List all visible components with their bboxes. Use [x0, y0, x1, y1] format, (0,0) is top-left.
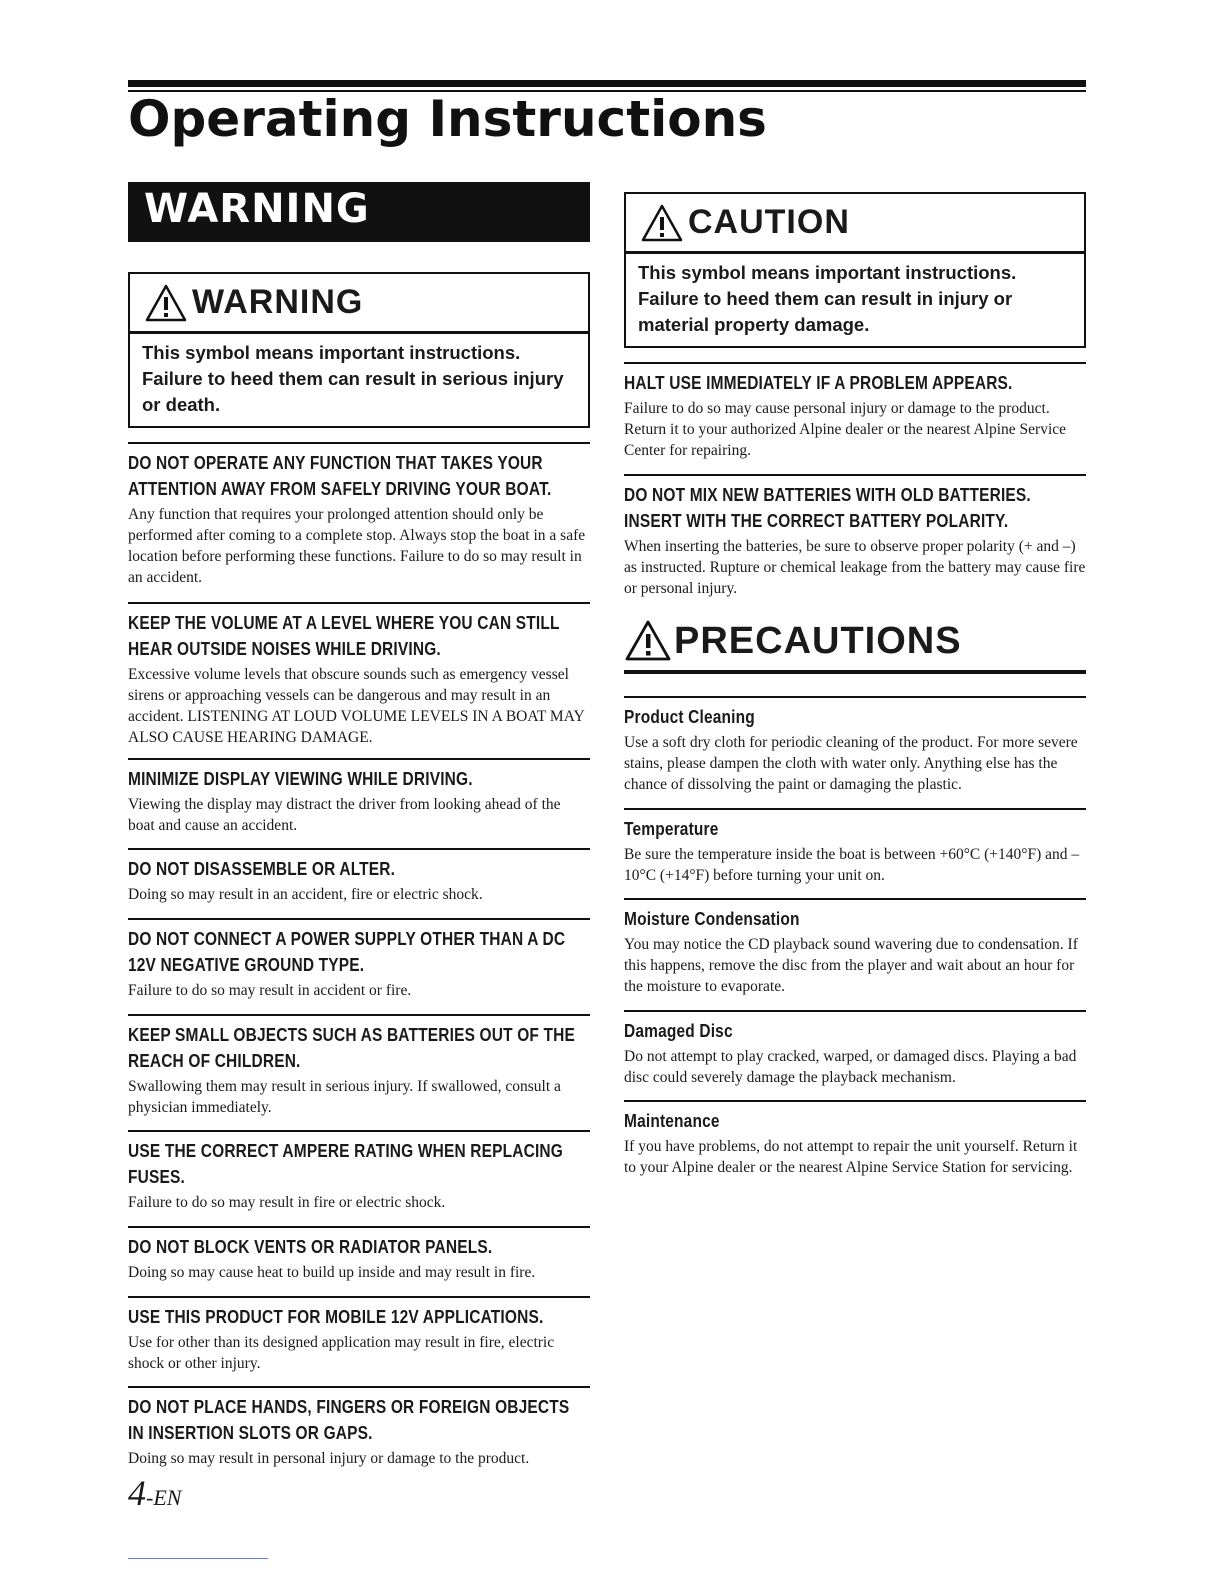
section-rule — [128, 1386, 590, 1388]
warning-symbol-box — [128, 272, 590, 428]
section-body: Any function that requires your prolonged attention should only be performed after coming to a complete stop. Always stop the boat in a safe location before performing these functions. Failure to do so may result in an accident. — [128, 506, 586, 586]
section-body: Failure to do so may result in fire or electric shock. — [128, 1194, 446, 1211]
precaution-section — [624, 1010, 1086, 1088]
section-body: Failure to do so may result in accident or fire. — [128, 982, 412, 999]
precaution-section — [624, 1100, 1086, 1178]
caution-symbol-heading — [626, 194, 1084, 254]
section-heading: DO NOT PLACE HANDS, FINGERS OR FOREIGN OBJECTS IN INSERTION SLOTS OR GAPS. — [128, 1397, 570, 1443]
left-section — [128, 848, 590, 905]
section-rule — [128, 1130, 590, 1132]
warning-symbol-text: This symbol means important instructions. Failure to heed them can result in serious injury or death. — [142, 342, 564, 415]
section-heading: USE THIS PRODUCT FOR MOBILE 12V APPLICATIONS. — [128, 1307, 544, 1327]
section-heading: KEEP SMALL OBJECTS SUCH AS BATTERIES OUT OF THE REACH OF CHILDREN. — [128, 1025, 576, 1071]
left-section — [128, 1130, 590, 1213]
section-rule — [128, 1226, 590, 1228]
caution-symbol-label: CAUTION — [688, 203, 850, 241]
section-heading: KEEP THE VOLUME AT A LEVEL WHERE YOU CAN STILL HEAR OUTSIDE NOISES WHILE DRIVING. — [128, 613, 560, 659]
precautions-triangle-icon — [624, 619, 672, 663]
section-body: Be sure the temperature inside the boat is between +60°C (+140°F) and –10°C (+14°F) before turning your unit on. — [624, 846, 1080, 884]
precautions-label: PRECAUTIONS — [674, 619, 962, 662]
section-body: Doing so may cause heat to build up inside and may result in fire. — [128, 1264, 536, 1281]
section-heading: Damaged Disc — [624, 1021, 733, 1041]
warning-symbol-label: WARNING — [192, 283, 364, 321]
section-rule — [128, 1296, 590, 1298]
section-rule — [128, 602, 590, 604]
section-body: Use a soft dry cloth for periodic cleaning of the product. For more severe stains, please dampen the cloth with water only. Anything else has the chance of dissolving the paint or damaging the plastic. — [624, 734, 1078, 793]
warning-banner: WARNING — [128, 182, 590, 242]
page-title: Operating Instructions — [128, 90, 767, 148]
left-section — [128, 918, 590, 1001]
section-heading: DO NOT DISASSEMBLE OR ALTER. — [128, 859, 396, 879]
page-number-suffix: -EN — [146, 1485, 182, 1510]
caution-triangle-icon — [640, 203, 684, 243]
section-rule — [624, 1010, 1086, 1012]
right-section — [624, 474, 1086, 599]
section-heading: DO NOT MIX NEW BATTERIES WITH OLD BATTERIES. INSERT WITH THE CORRECT BATTERY POLARITY. — [624, 485, 1031, 531]
warning-symbol-heading — [130, 274, 588, 334]
section-body: Excessive volume levels that obscure sounds such as emergency vessel sirens or approaching vessels can be dangerous and may result in an accident. LISTENING AT LOUD VOLUME LEVELS IN A BOAT MAY ALSO CAUSE HEARING DAMAGE. — [128, 666, 585, 746]
caution-symbol-text: This symbol means important instructions. Failure to heed them can result in injury or material property damage. — [638, 262, 1017, 335]
left-section — [128, 602, 590, 748]
section-heading: DO NOT BLOCK VENTS OR RADIATOR PANELS. — [128, 1237, 493, 1257]
footer-rule — [128, 1558, 268, 1559]
left-section — [128, 758, 590, 836]
left-section — [128, 442, 590, 588]
left-section — [128, 1296, 590, 1374]
caution-symbol-box — [624, 192, 1086, 348]
section-heading: DO NOT CONNECT A POWER SUPPLY OTHER THAN A DC 12V NEGATIVE GROUND TYPE. — [128, 929, 566, 975]
section-body: Doing so may result in personal injury or damage to the product. — [128, 1450, 530, 1467]
section-heading: DO NOT OPERATE ANY FUNCTION THAT TAKES YOUR ATTENTION AWAY FROM SAFELY DRIVING YOUR BOAT. — [128, 453, 552, 499]
section-heading: MINIMIZE DISPLAY VIEWING WHILE DRIVING. — [128, 769, 473, 789]
section-heading: Temperature — [624, 819, 719, 839]
precaution-section — [624, 898, 1086, 997]
section-body: Use for other than its designed application may result in fire, electric shock or other injury. — [128, 1334, 555, 1372]
section-rule — [128, 442, 590, 444]
section-body: Failure to do so may cause personal injury or damage to the product. Return it to your authorized Alpine dealer or the nearest Alpine Service Center for repairing. — [624, 400, 1067, 459]
precaution-section — [624, 808, 1086, 886]
section-body: When inserting the batteries, be sure to observe proper polarity (+ and –) as instructed. Rupture or chemical leakage from the battery may cause fire or personal injury. — [624, 538, 1086, 597]
precaution-section — [624, 696, 1086, 795]
section-rule — [624, 474, 1086, 476]
section-heading: HALT USE IMMEDIATELY IF A PROBLEM APPEARS. — [624, 373, 1013, 393]
right-section — [624, 362, 1086, 461]
section-heading: Moisture Condensation — [624, 909, 800, 929]
section-rule — [624, 696, 1086, 698]
top-rule — [128, 80, 1086, 87]
section-heading: Product Cleaning — [624, 707, 755, 727]
left-section — [128, 1386, 590, 1469]
section-rule — [128, 918, 590, 920]
section-rule — [128, 1014, 590, 1016]
left-section — [128, 1226, 590, 1283]
section-heading: USE THE CORRECT AMPERE RATING WHEN REPLACING FUSES. — [128, 1141, 564, 1187]
page-number-value: 4 — [128, 1473, 146, 1513]
section-rule — [128, 848, 590, 850]
section-body: Doing so may result in an accident, fire or electric shock. — [128, 886, 483, 903]
section-heading: Maintenance — [624, 1111, 720, 1131]
precautions-heading — [624, 616, 1086, 666]
section-rule — [624, 1100, 1086, 1102]
precautions-rule — [624, 670, 1086, 674]
section-body: Do not attempt to play cracked, warped, or damaged discs. Playing a bad disc could severely damage the playback mechanism. — [624, 1048, 1077, 1086]
section-rule — [128, 758, 590, 760]
section-body: You may notice the CD playback sound wavering due to condensation. If this happens, remove the disc from the player and wait about an hour for the moisture to evaporate. — [624, 936, 1078, 995]
page-number — [128, 1472, 181, 1514]
section-rule — [624, 898, 1086, 900]
section-body: If you have problems, do not attempt to repair the unit yourself. Return it to your Alpine dealer or the nearest Alpine Service Station for servicing. — [624, 1138, 1078, 1176]
section-rule — [624, 808, 1086, 810]
section-body: Swallowing them may result in serious injury. If swallowed, consult a physician immediately. — [128, 1078, 561, 1116]
section-rule — [624, 362, 1086, 364]
section-body: Viewing the display may distract the driver from looking ahead of the boat and cause an accident. — [128, 796, 561, 834]
left-section — [128, 1014, 590, 1118]
warning-triangle-icon — [144, 283, 188, 323]
